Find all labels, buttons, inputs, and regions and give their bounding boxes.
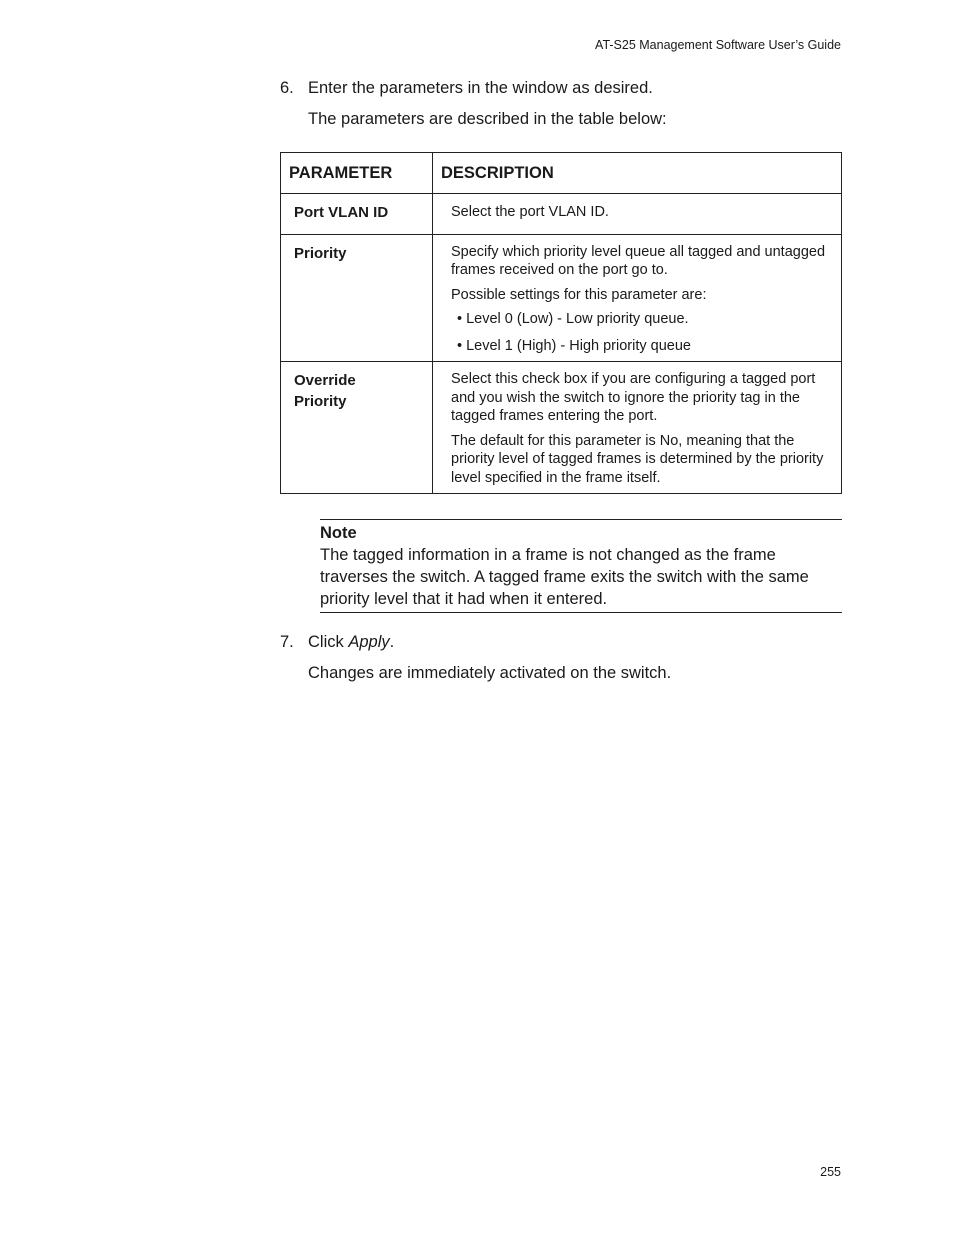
parameter-description [433, 234, 842, 362]
description-text: Select this check box if you are configuring a tagged port and you wish the switch to ignore the priority tag in the tagged frames entering the port. [451, 371, 816, 424]
table-row [281, 362, 842, 494]
step-text-end: . [389, 633, 395, 651]
step-6 [280, 79, 653, 98]
description-text: Possible settings for this parameter are: [451, 286, 707, 303]
table-row [281, 234, 842, 362]
description-text: Select the port VLAN ID. [451, 204, 609, 220]
step-text: Click [308, 633, 349, 651]
parameter-name-line: Priority [294, 393, 347, 410]
note-title: Note [320, 524, 357, 542]
parameter-name-line: Override [294, 372, 356, 389]
parameter-name [281, 362, 433, 494]
step-text: Enter the parameters in the window as desired. [308, 79, 653, 97]
step-7-subtext: Changes are immediately activated on the switch. [308, 664, 672, 682]
step-6-subtext: The parameters are described in the table below: [308, 110, 667, 128]
note-box [320, 519, 842, 613]
parameter-description [433, 362, 842, 494]
bullet-item: • Level 1 (High) - High priority queue [457, 337, 691, 354]
table-row [281, 194, 842, 235]
parameter-description [433, 194, 842, 235]
table-header-row [281, 153, 842, 194]
step-number: 7. [280, 633, 294, 651]
apply-reference: Apply [348, 633, 390, 651]
step-number: 6. [280, 79, 294, 97]
description-text: Specify which priority level queue all tagged and untagged frames received on the port go to. [451, 243, 826, 278]
column-header-description: DESCRIPTION [433, 153, 842, 194]
parameter-name: Priority [281, 234, 433, 362]
note-text: The tagged information in a frame is not changed as the frame traverses the switch. A tagged frame exits the switch with the same priority level that it had when it entered. [320, 546, 809, 608]
description-text: The default for this parameter is No, meaning that the priority level of tagged frames is determined by the priority level specified in the frame itself. [451, 432, 824, 486]
step-7 [280, 633, 394, 652]
parameter-table [280, 152, 842, 494]
column-header-parameter: PARAMETER [281, 153, 433, 194]
parameter-name: Port VLAN ID [281, 194, 433, 235]
page-number: 255 [820, 1165, 841, 1179]
bullet-item: • Level 0 (Low) - Low priority queue. [457, 311, 689, 327]
running-header: AT-S25 Management Software User’s Guide [595, 38, 841, 52]
